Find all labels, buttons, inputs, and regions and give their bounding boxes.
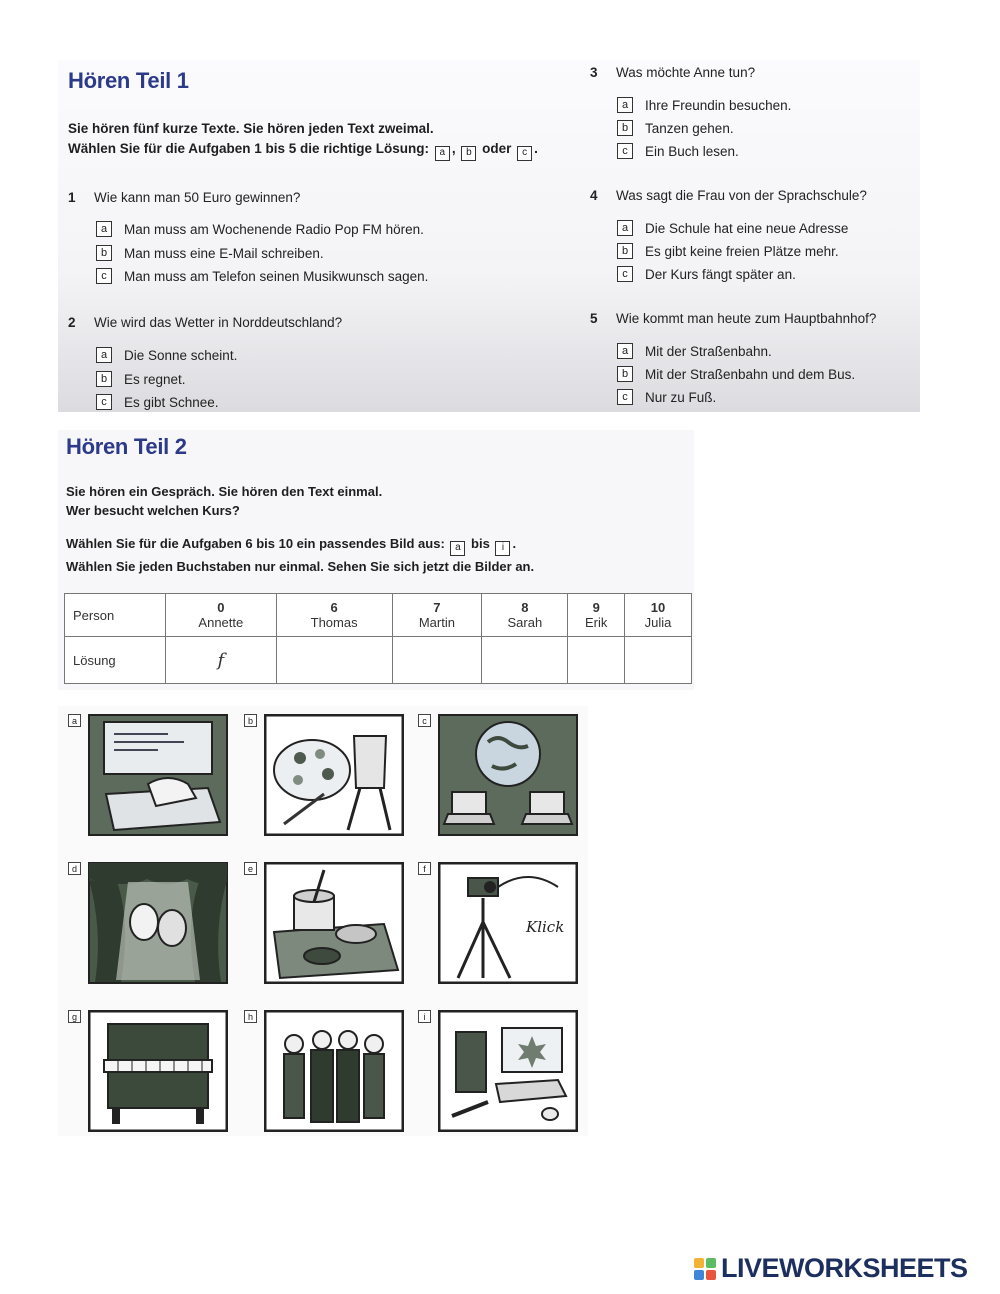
choir-singers-icon — [264, 1010, 404, 1132]
box-b: b — [461, 146, 476, 161]
q1-option-b[interactable]: b Man muss eine E-Mail schreiben. — [96, 245, 324, 261]
camera-tripod-icon — [438, 862, 578, 984]
question-3: 3 Was möchte Anne tun? — [590, 65, 756, 80]
brand-name: LIVEWORKSHEETS — [721, 1253, 968, 1283]
picture-e: e — [264, 862, 404, 984]
part2-instruction-1: Sie hören ein Gespräch. Sie hören den Text einmal. — [66, 484, 383, 499]
part1-instruction-2: Wählen Sie für die Aufgaben 1 bis 5 die richtige Lösung: a , b oder c . — [68, 139, 588, 161]
computer-repair-icon — [438, 1010, 578, 1132]
solution-label: Lösung — [65, 637, 166, 684]
picture-i: i — [438, 1010, 578, 1132]
box-first: a — [450, 541, 465, 556]
person-cell-6: 6 Thomas — [276, 594, 392, 637]
picture-c: c — [438, 714, 578, 836]
q3-option-b[interactable]: b Tanzen gehen. — [617, 120, 734, 136]
q3-option-a[interactable]: a Ihre Freundin besuchen. — [617, 97, 791, 113]
klick-caption: Klick — [526, 918, 565, 936]
person-row — [65, 594, 692, 637]
question-2: 2 Wie wird das Wetter in Norddeutschland? — [68, 315, 343, 330]
solution-cell-9[interactable] — [568, 637, 624, 684]
part2-instructions-b — [66, 533, 534, 577]
q4-option-c[interactable]: c Der Kurs fängt später an. — [617, 266, 796, 282]
person-cell-0: 0 Annette — [166, 594, 277, 637]
answer-table — [64, 593, 692, 684]
q5-option-c[interactable]: c Nur zu Fuß. — [617, 389, 716, 405]
computer-keyboard-icon — [88, 714, 228, 836]
picture-f: f Klick — [438, 862, 578, 984]
q1-option-c[interactable]: c Man muss am Telefon seinen Musikwunsch sagen. — [96, 268, 428, 284]
person-cell-9: 9 Erik — [568, 594, 624, 637]
solution-cell-6[interactable] — [276, 637, 392, 684]
part1-title: Hören Teil 1 — [68, 68, 189, 93]
q5-option-b[interactable]: b Mit der Straßenbahn und dem Bus. — [617, 366, 855, 382]
cooking-pot-icon — [264, 862, 404, 984]
liveworksheets-logo[interactable] — [694, 1253, 968, 1284]
picture-a: a — [88, 714, 228, 836]
question-4: 4 Was sagt die Frau von der Sprachschule? — [590, 188, 867, 203]
question-5: 5 Wie kommt man heute zum Hauptbahnhof? — [590, 311, 877, 326]
q4-option-a[interactable]: a Die Schule hat eine neue Adresse — [617, 220, 848, 236]
piano-icon — [88, 1010, 228, 1132]
q4-option-b[interactable]: b Es gibt keine freien Plätze mehr. — [617, 243, 839, 259]
question-1: 1 Wie kann man 50 Euro gewinnen? — [68, 190, 301, 205]
painting-palette-icon — [264, 714, 404, 836]
box-c: c — [517, 146, 532, 161]
q2-option-a[interactable]: a Die Sonne scheint. — [96, 347, 237, 363]
part2-title: Hören Teil 2 — [66, 434, 187, 459]
globe-laptops-icon — [438, 714, 578, 836]
solution-row — [65, 637, 692, 684]
part1-instructions — [68, 119, 588, 161]
part2-instructions-a — [66, 482, 382, 520]
solution-cell-7[interactable] — [392, 637, 482, 684]
theater-masks-icon — [88, 862, 228, 984]
person-cell-7: 7 Martin — [392, 594, 482, 637]
q5-option-a[interactable]: a Mit der Straßenbahn. — [617, 343, 772, 359]
part2-instruction-4: Wählen Sie jeden Buchstaben nur einmal. Sehen Sie sich jetzt die Bilder an. — [66, 558, 535, 574]
part1-instruction-1: Sie hören fünf kurze Texte. Sie hören jeden Text zweimal. — [68, 121, 434, 136]
q1-option-a[interactable]: a Man muss am Wochenende Radio Pop FM hören. — [96, 221, 424, 237]
q2-option-c[interactable]: c Es gibt Schnee. — [96, 394, 219, 410]
box-a: a — [435, 146, 450, 161]
person-cell-8: 8 Sarah — [482, 594, 568, 637]
picture-d: d — [88, 862, 228, 984]
q3-option-c[interactable]: c Ein Buch lesen. — [617, 143, 739, 159]
solution-cell-0: f — [166, 637, 277, 684]
person-cell-10: 10 Julia — [624, 594, 691, 637]
solution-cell-10[interactable] — [624, 637, 691, 684]
solution-cell-8[interactable] — [482, 637, 568, 684]
box-last: i — [495, 541, 510, 556]
picture-h: h — [264, 1010, 404, 1132]
part2-instruction-2: Wer besucht welchen Kurs? — [66, 503, 240, 518]
picture-b: b — [264, 714, 404, 836]
logo-grid-icon — [694, 1258, 716, 1280]
q2-option-b[interactable]: b Es regnet. — [96, 371, 186, 387]
picture-g: g — [88, 1010, 228, 1132]
part2-instruction-3: Wählen Sie für die Aufgaben 6 bis 10 ein passendes Bild aus: a bis i . — [66, 533, 534, 556]
person-label: Person — [65, 594, 166, 637]
